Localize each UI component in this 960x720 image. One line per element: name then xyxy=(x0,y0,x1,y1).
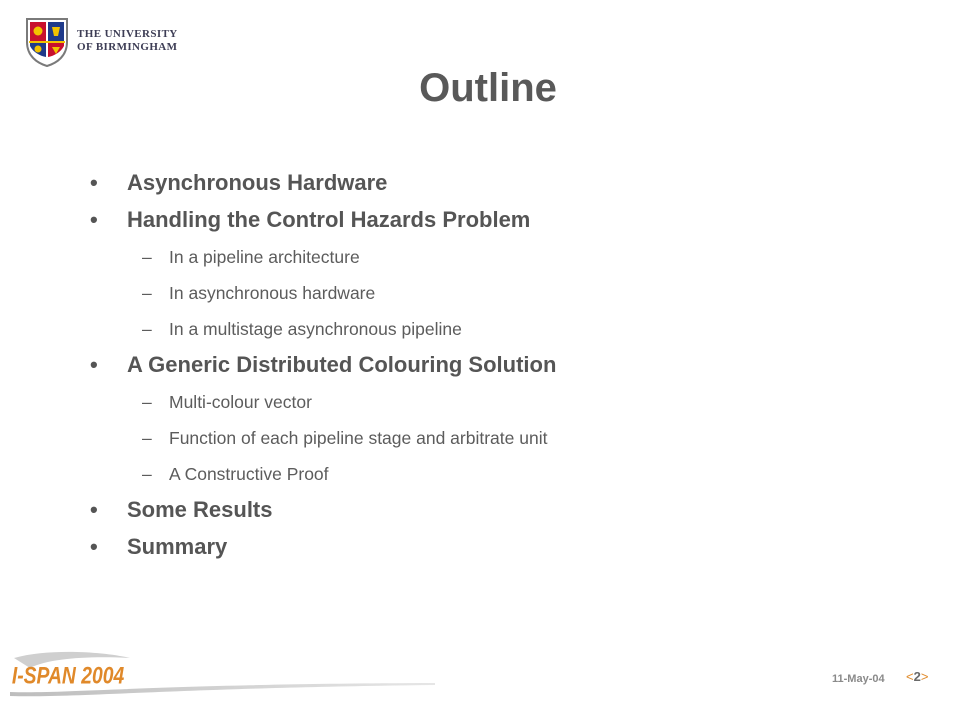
outline-subitem-text: Multi-colour vector xyxy=(169,392,312,412)
outline-subitem xyxy=(90,423,910,459)
university-crest-icon xyxy=(24,16,70,68)
page-number-value: 2 xyxy=(913,669,921,684)
outline-subitem-text: In a pipeline architecture xyxy=(169,247,360,267)
outline-list xyxy=(90,168,910,569)
outline-subitem xyxy=(90,314,910,350)
university-logo xyxy=(24,16,194,68)
outline-subitem xyxy=(90,459,910,495)
outline-subitem-text: A Constructive Proof xyxy=(169,464,329,484)
outline-item-text: A Generic Distributed Colouring Solution xyxy=(127,352,557,377)
outline-subitem xyxy=(90,387,910,423)
outline-subitem-text: In asynchronous hardware xyxy=(169,283,376,303)
dash-bullet-icon: – xyxy=(142,392,152,412)
dash-bullet-icon: – xyxy=(142,283,152,303)
outline-item xyxy=(90,350,910,387)
page-number xyxy=(906,669,928,684)
outline-subitem xyxy=(90,278,910,314)
dash-bullet-icon: – xyxy=(142,247,152,267)
outline-item-text: Handling the Control Hazards Problem xyxy=(127,207,531,232)
bullet-icon: • xyxy=(90,207,98,232)
outline-item xyxy=(90,168,910,205)
page-number-prefix: < xyxy=(906,669,914,684)
outline-item-text: Some Results xyxy=(127,497,273,522)
dash-bullet-icon: – xyxy=(142,464,152,484)
outline-item xyxy=(90,205,910,242)
slide-title: Outline xyxy=(419,66,557,110)
conference-logo xyxy=(10,650,440,700)
outline-subitem xyxy=(90,242,910,278)
university-name-line2: OF BIRMINGHAM xyxy=(77,41,178,53)
dash-bullet-icon: – xyxy=(142,319,152,339)
bullet-icon: • xyxy=(90,352,98,377)
outline-item-text: Summary xyxy=(127,534,228,559)
conference-logo-text: I-SPAN 2004 xyxy=(11,661,125,689)
outline-item-text: Asynchronous Hardware xyxy=(127,170,388,195)
university-name-line1: THE UNIVERSITY xyxy=(77,28,178,40)
bullet-icon: • xyxy=(90,170,98,195)
outline-item xyxy=(90,495,910,532)
outline-item xyxy=(90,532,910,569)
bullet-icon: • xyxy=(90,497,98,522)
footer-date: 11-May-04 xyxy=(832,673,885,685)
bullet-icon: • xyxy=(90,534,98,559)
outline-subitem-text: In a multistage asynchronous pipeline xyxy=(169,319,462,339)
page-number-suffix: > xyxy=(920,669,929,684)
university-name xyxy=(77,28,178,54)
outline-subitem-text: Function of each pipeline stage and arbitrate unit xyxy=(169,428,548,448)
dash-bullet-icon: – xyxy=(142,428,152,448)
